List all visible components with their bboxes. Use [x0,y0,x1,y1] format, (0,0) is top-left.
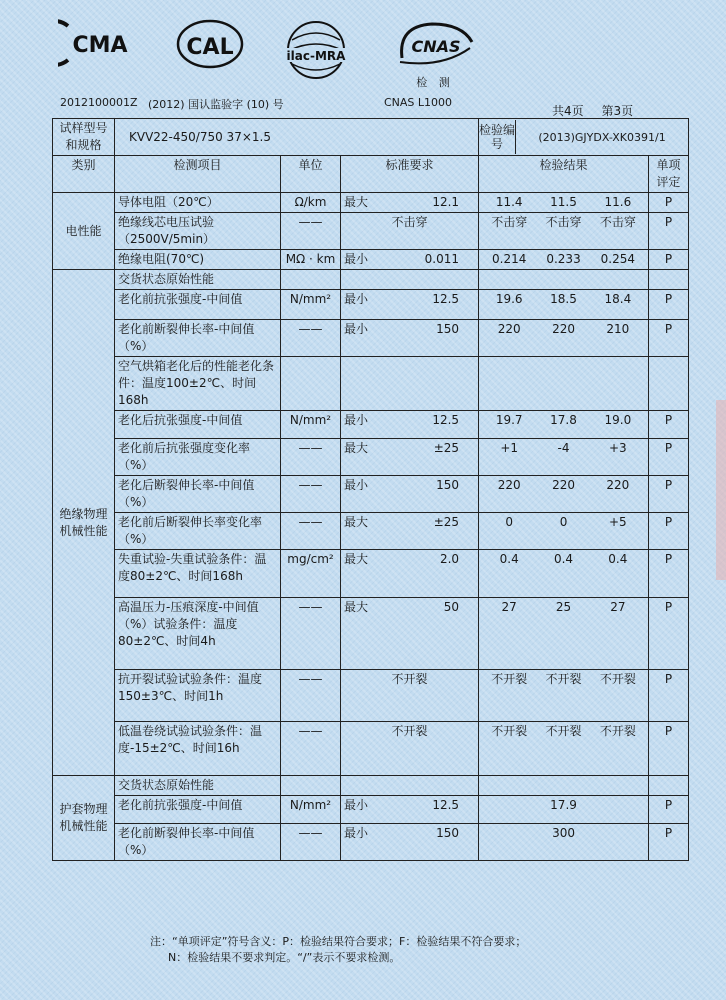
category-cell: 绝缘物理机械性能 [53,270,115,776]
result-value: 17.9 [550,798,577,812]
result-cell [479,776,649,796]
cnas-subtitle: 检 测 [416,76,454,89]
result-value: 不开裂 [599,724,636,738]
unit-cell: —— [281,670,341,722]
item-cell: 老化前后断裂伸长率变化率（%） [115,513,281,550]
result-cell [479,670,649,722]
cal-logo-text: CAL [186,35,234,60]
standard-kind: 最大 [344,600,369,614]
standard-cell [341,270,479,290]
judge-cell: P [649,193,689,213]
item-cell: 交货状态原始性能 [115,776,281,796]
result-cell [479,550,649,598]
standard-value: 不开裂 [391,724,428,738]
result-cell [479,193,649,213]
judge-cell: P [649,513,689,550]
unit-cell: Ω/km [281,193,341,213]
result-value: 不开裂 [545,672,582,686]
result-value: 不击穿 [599,215,636,229]
standard-value: 12.5 [432,292,460,306]
table-row [53,550,689,598]
table-row [53,776,689,796]
result-value: 220 [552,478,575,492]
result-value: 0.4 [608,552,628,566]
ilac-mra-logo [276,18,356,88]
result-value: -4 [557,441,570,455]
unit-cell: —— [281,722,341,776]
judge-cell [649,357,689,411]
judge-cell: P [649,796,689,824]
standard-value: 12.5 [432,413,460,427]
unit-cell [281,270,341,290]
standard-kind: 最小 [344,798,369,812]
footnote [150,934,710,966]
result-cell [479,357,649,411]
col-standard: 标准要求 [341,156,479,193]
result-cell [479,213,649,250]
result-value: 不开裂 [491,724,528,738]
standard-cell [341,776,479,796]
result-cell [479,250,649,270]
judge-cell: P [649,550,689,598]
standard-kind: 最大 [344,441,369,455]
standard-kind: 最小 [344,826,369,840]
column-header-row [53,156,689,193]
result-value: 19.7 [495,413,523,427]
item-cell: 老化前后抗张强度变化率（%） [115,439,281,476]
standard-cell [341,796,479,824]
table-row [53,670,689,722]
standard-cell [341,824,479,861]
table-row [53,290,689,320]
col-category: 类别 [53,156,115,193]
report-number: 2012100001Z [60,96,138,109]
standard-kind: 最小 [344,292,369,306]
table-row [53,213,689,250]
judge-cell: P [649,250,689,270]
unit-cell: N/mm² [281,411,341,439]
standard-cell [341,250,479,270]
cal-logo [175,18,245,70]
standard-value: 不击穿 [391,215,428,229]
result-cell [479,439,649,476]
page-indicator [552,102,647,119]
result-value: 27 [501,600,517,614]
result-value: 210 [606,322,630,336]
item-cell: 老化前抗张强度-中间值 [115,796,281,824]
result-value: 19.6 [495,292,523,306]
result-value: 11.5 [550,195,577,209]
result-value: 18.5 [550,292,577,306]
item-cell: 空气烘箱老化后的性能老化条件：温度100±2℃、时间168h [115,357,281,411]
standard-cell [341,513,479,550]
unit-cell: —— [281,513,341,550]
table-row [53,320,689,357]
item-cell: 抗开裂试验试验条件：温度150±3℃、时间1h [115,670,281,722]
model-label: 试样型号和规格 [53,119,115,156]
item-cell: 低温卷绕试验试验条件：温度-15±2℃、时间16h [115,722,281,776]
current-page: 第3页 [601,104,634,118]
approval-number: (2012) 国认监验字 (10) 号 [148,98,284,111]
cma-logo-text: CMA [72,33,128,58]
unit-cell: —— [281,213,341,250]
result-value: 27 [610,600,626,614]
judge-cell: P [649,439,689,476]
standard-cell [341,550,479,598]
result-value: 0.214 [492,252,527,266]
standard-cell [341,193,479,213]
result-cell [479,796,649,824]
result-value: 220 [497,322,521,336]
result-value: 19.0 [604,413,632,427]
footnote-line-1: 注：“单项评定”符号含义：P：检验结果符合要求；F：检验结果不符合要求； [150,935,527,948]
unit-cell: N/mm² [281,290,341,320]
model-value: KVV22-450/750 37×1.5 [115,119,479,156]
table-body [53,119,689,861]
cnas-logo-text: CNAS [411,37,461,56]
result-cell [479,824,649,861]
table-row [53,513,689,550]
unit-cell: mg/cm² [281,550,341,598]
result-cell [479,290,649,320]
table-row [53,250,689,270]
table-row [53,722,689,776]
result-value: 18.4 [604,292,632,306]
standard-kind: 最小 [344,478,369,492]
item-cell: 老化前抗张强度-中间值 [115,290,281,320]
result-value: +1 [500,441,519,455]
standard-kind: 最小 [344,252,369,266]
standard-value: 12.5 [432,798,460,812]
edge-seal-mark [716,400,726,580]
standard-value: ±25 [433,515,460,529]
ilac-mra-logo-text: ilac-MRA [286,49,346,63]
result-value: +3 [608,441,627,455]
standard-kind: 最小 [344,413,369,427]
standard-value: 150 [436,322,460,336]
result-cell [479,513,649,550]
result-value: 不开裂 [599,672,636,686]
standard-cell [341,320,479,357]
item-cell: 老化后断裂伸长率-中间值（%） [115,476,281,513]
judge-cell: P [649,598,689,670]
standard-cell [341,213,479,250]
unit-cell: N/mm² [281,796,341,824]
table-row [53,193,689,213]
table-row [53,796,689,824]
result-value: 不击穿 [491,215,528,229]
result-value: 300 [552,826,575,840]
result-value: 220 [497,478,521,492]
result-cell [479,270,649,290]
total-pages: 共4页 [552,104,584,118]
result-value: 0.233 [546,252,581,266]
item-cell: 老化前断裂伸长率-中间值（%） [115,320,281,357]
result-cell [479,411,649,439]
result-value: 不开裂 [491,672,528,686]
standard-cell [341,670,479,722]
result-value: 0 [559,515,568,529]
judge-cell: P [649,824,689,861]
category-cell: 电性能 [53,193,115,270]
result-value: 不击穿 [545,215,582,229]
item-cell: 导体电阻（20℃） [115,193,281,213]
cnas-logo [392,18,478,72]
table-row [53,439,689,476]
unit-cell: —— [281,320,341,357]
standard-cell [341,722,479,776]
standard-kind: 最大 [344,552,369,566]
standard-cell [341,439,479,476]
col-judge: 单项评定 [649,156,689,193]
table-row [53,824,689,861]
result-value: +5 [608,515,627,529]
standard-cell [341,411,479,439]
result-value: 不开裂 [545,724,582,738]
cnas-number: CNAS L1000 [384,96,453,109]
item-cell: 老化后抗张强度-中间值 [115,411,281,439]
unit-cell: MΩ · km [281,250,341,270]
standard-kind: 最小 [344,322,369,336]
unit-cell: —— [281,476,341,513]
standard-cell [341,357,479,411]
unit-cell [281,357,341,411]
result-cell [479,722,649,776]
item-cell: 绝缘电阻(70℃) [115,250,281,270]
result-value: 25 [555,600,572,614]
result-value: 11.4 [495,195,523,209]
col-item: 检测项目 [115,156,281,193]
judge-cell: P [649,290,689,320]
standard-kind: 最大 [344,195,369,209]
model-row [53,119,689,156]
standard-value: 2.0 [439,552,460,566]
unit-cell: —— [281,598,341,670]
standard-value: 150 [436,826,460,840]
unit-cell: —— [281,824,341,861]
judge-cell: P [649,320,689,357]
result-value: 220 [552,322,575,336]
judge-cell: P [649,476,689,513]
cma-logo [58,18,142,68]
result-value: 17.8 [550,413,577,427]
result-value: 0 [505,515,513,529]
standard-value: 不开裂 [391,672,428,686]
judge-cell: P [649,213,689,250]
standard-value: 12.1 [432,195,460,209]
standard-cell [341,290,479,320]
result-cell [479,598,649,670]
judge-cell [649,270,689,290]
unit-cell [281,776,341,796]
result-value: 220 [606,478,630,492]
judge-cell: P [649,411,689,439]
standard-kind: 最大 [344,515,369,529]
item-cell: 失重试验-失重试验条件：温度80±2℃、时间168h [115,550,281,598]
table-row [53,270,689,290]
test-results-table [52,118,689,861]
item-cell: 老化前断裂伸长率-中间值（%） [115,824,281,861]
table-row [53,598,689,670]
unit-cell: —— [281,439,341,476]
judge-cell: P [649,722,689,776]
standard-value: 150 [436,478,460,492]
report-number-value: (2013)GJYDX-XK0391/1 [538,130,666,144]
category-cell: 护套物理机械性能 [53,776,115,861]
result-cell [479,476,649,513]
standard-value: 50 [443,600,460,614]
standard-cell [341,476,479,513]
standard-value: 0.011 [424,252,460,266]
table-row [53,411,689,439]
result-value: 0.4 [499,552,519,566]
result-value: 0.254 [600,252,636,266]
item-cell: 绝缘线芯电压试验（2500V/5min） [115,213,281,250]
judge-cell: P [649,670,689,722]
standard-cell [341,598,479,670]
result-cell [479,320,649,357]
result-value: 0.4 [553,552,574,566]
col-result: 检验结果 [479,156,649,193]
standard-value: ±25 [433,441,460,455]
report-number-label: 检验编号 [479,120,516,154]
footnote-line-2: N：检验结果不要求判定。“/”表示不要求检测。 [168,951,401,964]
table-row [53,357,689,411]
col-unit: 单位 [281,156,341,193]
judge-cell [649,776,689,796]
table-row [53,476,689,513]
item-cell: 交货状态原始性能 [115,270,281,290]
item-cell: 高温压力-压痕深度-中间值（%）试验条件：温度80±2℃、时间4h [115,598,281,670]
result-value: 11.6 [604,195,632,209]
